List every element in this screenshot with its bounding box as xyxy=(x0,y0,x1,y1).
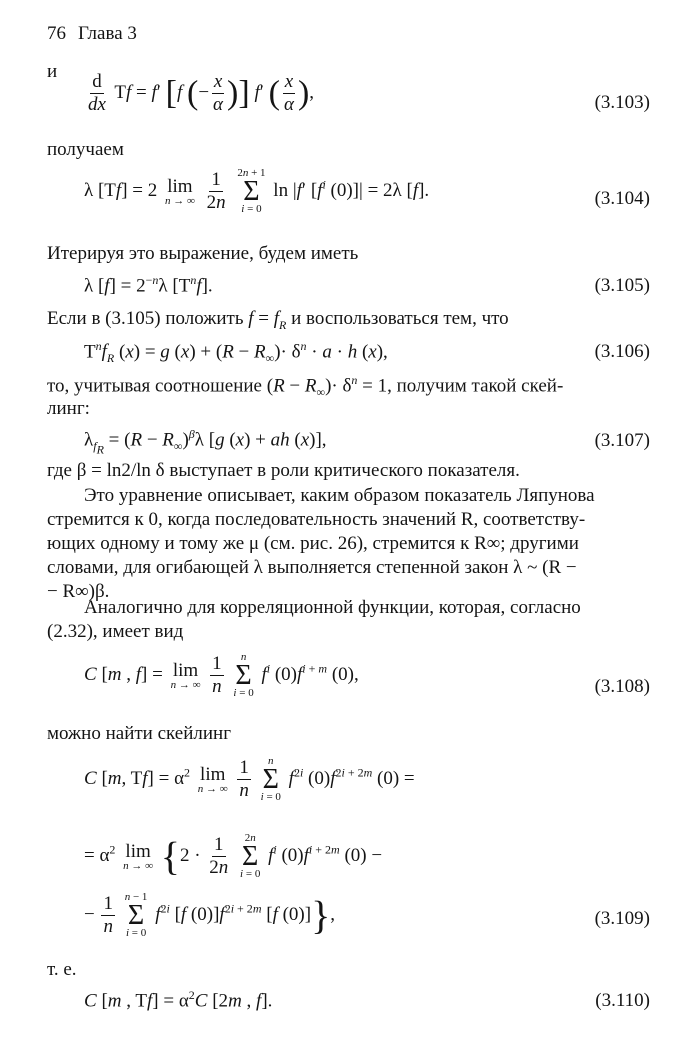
text-then-line1: то, учитывая соотношение $(R - R_\infty)\cdot \delta^n = 1$, получим такой скей- xyxy=(47,373,564,400)
equation-3-110: C [m , $Tf] = \alpha^2C$ [2m , f]. xyxy=(84,988,273,1012)
para1-line1: Это уравнение описывает, каким образом показатель Ляпунова xyxy=(84,485,595,506)
equation-3-107: $\lambda_{f_R} = (R - R_\infty)^\beta\lambda$ [g (x) + ah (x)], xyxy=(84,427,327,457)
equation-number-3-105: (3.105) xyxy=(594,275,650,296)
chapter-title: Глава 3 xyxy=(78,23,137,44)
text-where-beta: где β = ln2/ln δ выступает в роли критического показателя. xyxy=(47,460,520,481)
equation-3-104: λ [Tf] = 2 lim n → ∞ $\frac{1}{2n}$ 2n + 1 Σ i = 0 ln |f′ [$f^i$ (0)]| = 2λ [f]. xyxy=(84,167,430,216)
equation-3-109-line1: C [m, $Tf] = \alpha^2$ lim n → ∞ $\frac{1}{n}$ n Σ i = 0 $f^{2i}$ $(0)f^{2i + 2m}$ (0) = xyxy=(84,755,415,804)
text-ie: т. е. xyxy=(47,959,77,980)
text-scaling: можно найти скейлинг xyxy=(47,723,231,744)
para1-line2: стремится к 0, когда последовательность значений R, соответству- xyxy=(47,509,586,530)
text-iterating: Итерируя это выражение, будем иметь xyxy=(47,243,359,264)
para1-line4: словами, для огибающей λ выполняется степенной закон λ ~ (R − xyxy=(47,557,577,578)
equation-number-3-108: (3.108) xyxy=(594,676,650,697)
text-then-line2: линг: xyxy=(47,398,90,419)
equation-3-103: $\frac{d}{dx}$ Tf = f′ [f (− $\frac{x}{\alpha}$ )] f′ ( $\frac{x}{\alpha}$ ), xyxy=(88,71,315,115)
text-and: и xyxy=(47,61,58,82)
equation-3-106: $T^nf_R$ (x) = g $(x) + (R - R_\infty)\cdot \delta^n \cdot a \cdot h$ (x), xyxy=(84,339,388,366)
equation-3-108: C [m , f] = lim n → ∞ $\frac{1}{n}$ n Σ i = 0 $f^i$ $(0)f^{i + m}$ (0), xyxy=(84,651,359,700)
para1-line5: − R∞)β. xyxy=(47,581,110,602)
equation-number-3-110: (3.110) xyxy=(595,990,650,1011)
para2-line2: (2.32), имеет вид xyxy=(47,621,184,642)
equation-3-109-line2: = $\alpha^2$ lim n → ∞ {2 · $\frac{1}{2n}$ 2n Σ i = 0 $f^i$ $(0)f^{i + 2m}$ (0) − xyxy=(84,832,383,881)
equation-number-3-106: (3.106) xyxy=(594,341,650,362)
para1-line3: ющих одному и тому же μ (см. рис. 26), стремится к R∞; другими xyxy=(47,533,579,554)
equation-number-3-103: (3.103) xyxy=(594,92,650,113)
text-we-get: получаем xyxy=(47,139,124,160)
equation-number-3-104: (3.104) xyxy=(594,188,650,209)
page-number: 76 xyxy=(47,23,66,44)
equation-number-3-107: (3.107) xyxy=(594,430,650,451)
equation-3-109-line3: − $\frac{1}{n}$ n − 1 Σ i = 0 $f^{2i}$ [f $(0)]f^{2i + 2m}$ [f (0)]}, xyxy=(84,891,336,940)
equation-number-3-109: (3.109) xyxy=(594,908,650,929)
equation-3-105: λ $[f] = 2^{-n}\lambda$ $[T^nf]$. xyxy=(84,273,213,297)
para2-line1: Аналогично для корреляционной функции, которая, согласно xyxy=(84,597,581,618)
text-if-in: Если в (3.105) положить $f = f_R$ и воспользоваться тем, что xyxy=(47,308,509,332)
